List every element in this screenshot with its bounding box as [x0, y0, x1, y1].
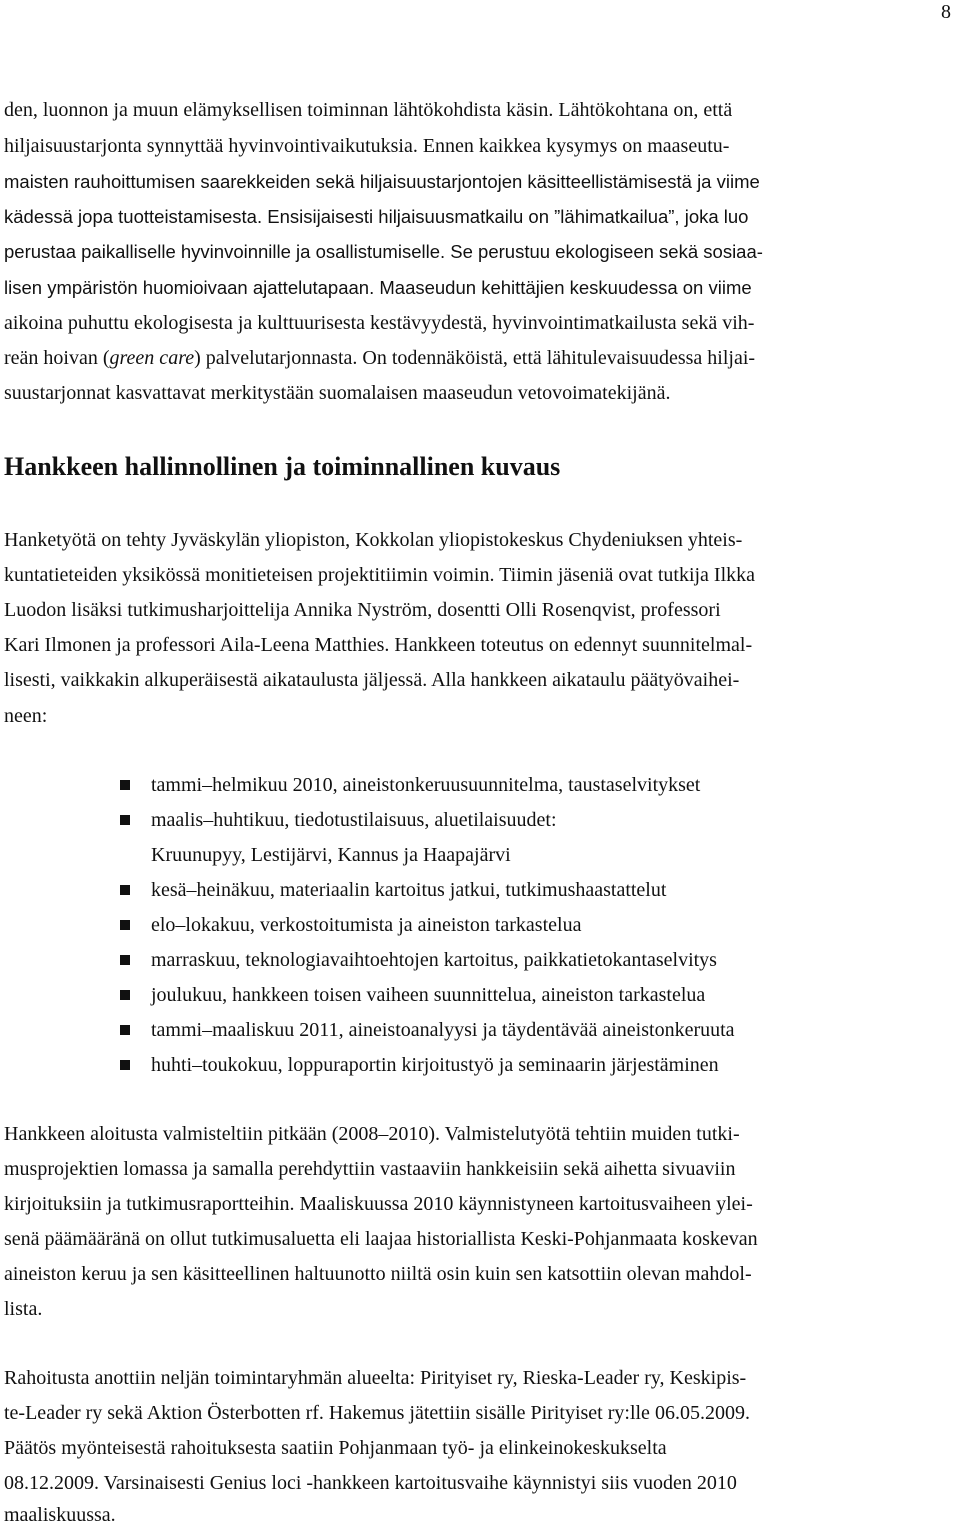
- text-line: kuntatieteiden yksikössä monitieteisen projektitiimin voimin. Tiimin jäseniä ovat tutkija Ilkka: [4, 564, 756, 586]
- list-item-text: elo–lokakuu, verkostoitumista ja aineiston tarkastelua: [151, 914, 582, 936]
- text-line: aineiston keruu ja sen käsitteellinen haltuunotto niiltä osin kuin sen katsottiin olevan mahdol-: [4, 1263, 752, 1285]
- text-span: reän hoivan (: [4, 347, 110, 369]
- square-bullet-icon: [120, 885, 130, 895]
- list-item-text: maalis–huhtikuu, tiedotustilaisuus, aluetilaisuudet:: [151, 809, 557, 831]
- list-item-text: Kruunupyy, Lestijärvi, Kannus ja Haapajärvi: [151, 844, 511, 866]
- text-line: musprojektien lomassa ja samalla perehdyttiin vastaaviin hankkeisiin sekä aihetta sivuaviin: [4, 1158, 736, 1180]
- list-item-text: joulukuu, hankkeen toisen vaiheen suunnittelua, aineiston tarkastelua: [151, 984, 706, 1006]
- square-bullet-icon: [120, 990, 130, 1000]
- text-line: lisen ympäristön huomioivaan ajattelutapaan. Maaseudun kehittäjien keskuudessa on viime: [4, 277, 752, 298]
- text-line: Hankkeen aloitusta valmisteltiin pitkään (2008–2010). Valmistelutyötä tehtiin muiden tutki-: [4, 1123, 740, 1145]
- text-line: kädessä jopa tuotteistamisesta. Ensisijaisesti hiljaisuusmatkailu on ”lähimatkailua”, joka luo: [4, 206, 749, 227]
- text-line: te-Leader ry sekä Aktion Österbotten rf. Hakemus jätettiin sisälle Pirityiset ry:lle 06.05.2009.: [4, 1402, 750, 1424]
- list-item-text: marraskuu, teknologiavaihtoehtojen kartoitus, paikkatietokantaselvitys: [151, 949, 717, 971]
- text-line: lista.: [4, 1298, 43, 1320]
- text-line: maisten rauhoittumisen saarekkeiden sekä hiljaisuustarjontojen käsitteellistämisestä ja viime: [4, 171, 760, 192]
- emphasis-text: green care: [109, 347, 195, 369]
- text-line: suustarjonnat kasvattavat merkitystään suomalaisen maaseudun vetovoimatekijänä.: [4, 382, 671, 404]
- text-line: senä päämääränä on ollut tutkimusaluetta eli laajaa historiallista Keski-Pohjanmaata koskevan: [4, 1228, 758, 1250]
- text-line: Luodon lisäksi tutkimusharjoittelija Annika Nyström, dosentti Olli Rosenqvist, professori: [4, 599, 721, 621]
- square-bullet-icon: [120, 920, 130, 930]
- text-line: 08.12.2009. Varsinaisesti Genius loci -hankkeen kartoitusvaihe käynnistyi siis vuoden 2010: [4, 1472, 737, 1494]
- page-number: 8: [941, 1, 951, 23]
- text-line: Hanketyötä on tehty Jyväskylän yliopiston, Kokkolan yliopistokeskus Chydeniuksen yhteis-: [4, 529, 743, 551]
- square-bullet-icon: [120, 780, 130, 790]
- text-line: perustaa paikalliselle hyvinvoinnille ja osallistumiselle. Se perustuu ekologiseen sekä sosiaa-: [4, 241, 763, 262]
- square-bullet-icon: [120, 1025, 130, 1035]
- text-line: kirjoituksiin ja tutkimusraportteihin. Maaliskuussa 2010 käynnistyneen kartoitusvaiheen ylei-: [4, 1193, 753, 1215]
- text-line: Kari Ilmonen ja professori Aila-Leena Matthies. Hankkeen toteutus on edennyt suunnitelmal-: [4, 634, 753, 656]
- square-bullet-icon: [120, 1060, 130, 1070]
- text-line: Päätös myönteisestä rahoituksesta saatiin Pohjanmaan työ- ja elinkeinokeskukselta: [4, 1437, 667, 1459]
- text-line: lisesti, vaikkakin alkuperäisestä aikataulusta jäljessä. Alla hankkeen aikataulu päätyövaihei-: [4, 669, 740, 691]
- square-bullet-icon: [120, 955, 130, 965]
- text-line: Rahoitusta anottiin neljän toimintaryhmän alueelta: Pirityiset ry, Rieska-Leader ry, Keskipis-: [4, 1367, 747, 1389]
- list-item-text: huhti–toukokuu, loppuraportin kirjoitustyö ja seminaarin järjestäminen: [151, 1054, 719, 1076]
- list-item-text: tammi–maaliskuu 2011, aineistoanalyysi ja täydentävää aineistonkeruuta: [151, 1019, 735, 1041]
- text-line: hiljaisuustarjonta synnyttää hyvinvointivaikutuksia. Ennen kaikkea kysymys on maaseutu-: [4, 135, 730, 157]
- list-item-text: kesä–heinäkuu, materiaalin kartoitus jatkui, tutkimushaastattelut: [151, 879, 667, 901]
- text-line: [4, 346, 755, 370]
- text-line: aikoina puhuttu ekologisesta ja kulttuurisesta kestävyydestä, hyvinvointimatkailusta sekä vih-: [4, 312, 755, 334]
- text-line: neen:: [4, 705, 48, 727]
- section-heading: Hankkeen hallinnollinen ja toiminnallinen kuvaus: [4, 452, 561, 481]
- text-line: den, luonnon ja muun elämyksellisen toiminnan lähtökohdista käsin. Lähtökohtana on, että: [4, 99, 733, 121]
- text-line: maaliskuussa.: [4, 1504, 116, 1526]
- text-span: ) palvelutarjonnasta. On todennäköistä, että lähitulevaisuudessa hiljai-: [194, 347, 756, 369]
- square-bullet-icon: [120, 815, 130, 825]
- list-item-text: tammi–helmikuu 2010, aineistonkeruusuunnitelma, taustaselvitykset: [151, 774, 701, 796]
